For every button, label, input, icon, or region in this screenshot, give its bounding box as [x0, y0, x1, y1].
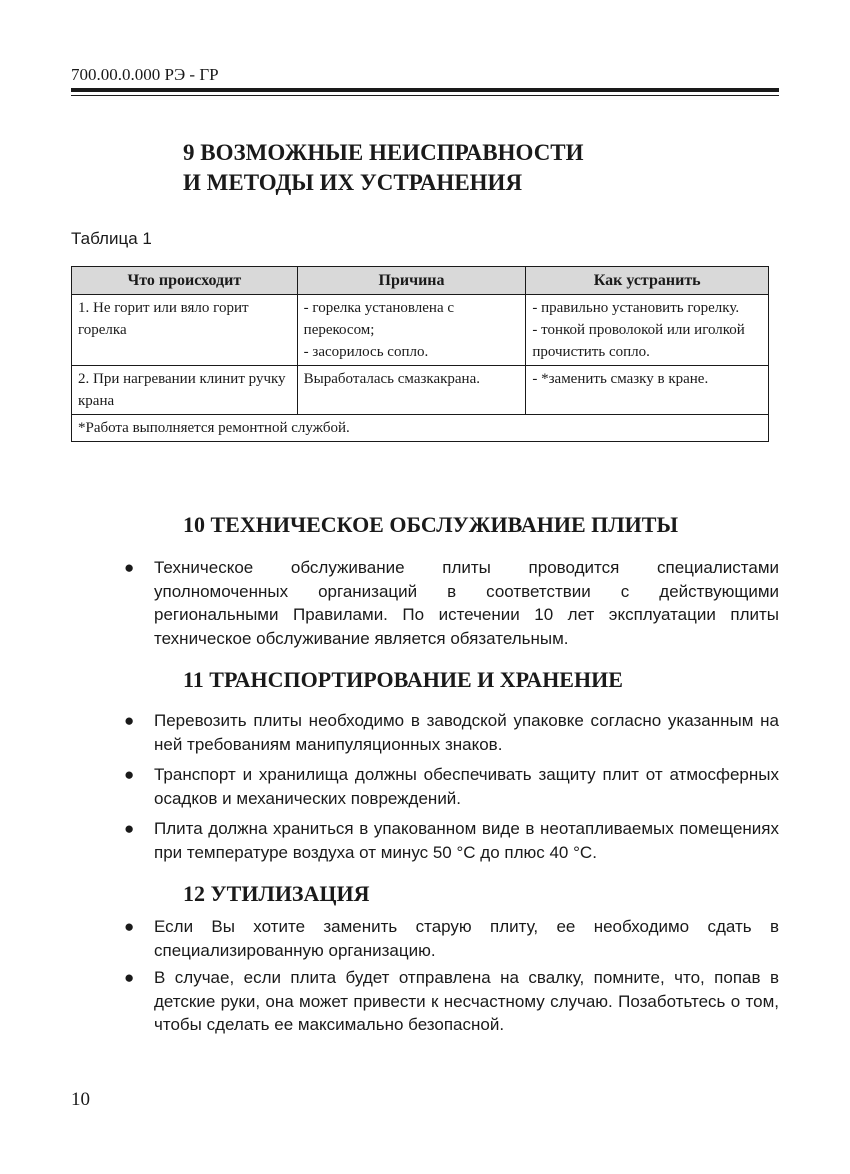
section-9-title-line-2: И МЕТОДЫ ИХ УСТРАНЕНИЯ: [183, 170, 523, 195]
list-item-text: Плита должна храниться в упакованном виде в неотапливаемых помещениях при температуре воздуха от минус 50 °С до плюс 40 °С.: [154, 819, 779, 862]
fix-line: - *заменить смазку в кране.: [532, 371, 709, 387]
section-9-title-line-1: 9 ВОЗМОЖНЫЕ НЕИСПРАВНОСТИ: [183, 140, 584, 165]
cell-what: 2. При нагревании клинит ручку крана: [72, 366, 298, 415]
list-item: [124, 915, 779, 962]
section-9-title: [183, 138, 584, 198]
list-item: [124, 556, 779, 650]
cause-line: - горелка установлена с перекосом;: [303, 300, 455, 338]
cell-fix: [526, 366, 769, 415]
cause-line: Выработалась смазкакрана.: [303, 371, 480, 387]
cell-cause: [297, 366, 526, 415]
bullet-icon: ●: [124, 765, 135, 784]
faults-table: [71, 266, 769, 442]
list-item: [124, 763, 779, 810]
cell-what: 1. Не горит или вяло горит горелка: [72, 295, 298, 366]
cause-line: - засорилось сопло.: [303, 344, 429, 360]
bullet-icon: ●: [124, 917, 135, 936]
list-item-text: Перевозить плиты необходимо в заводской упаковке согласно указанным на ней требованиям манипуляционных знаков.: [154, 711, 779, 754]
list-item-text: Если Вы хотите заменить старую плиту, ее необходимо сдать в специализированную организацию.: [154, 917, 779, 960]
fix-line: - правильно установить горелку.: [532, 300, 740, 316]
header-rule-thin: [71, 95, 779, 96]
page-number: 10: [71, 1089, 90, 1110]
header-rule-thick: [71, 88, 779, 92]
header-what-happens: Что происходит: [72, 267, 298, 295]
table-footnote-row: [72, 415, 769, 442]
fix-line: - тонкой проволокой или иголкой прочистить сопло.: [532, 322, 745, 360]
bullet-icon: ●: [124, 819, 135, 838]
list-item: [124, 966, 779, 1037]
table-row: [72, 366, 769, 415]
section-10-title: 10 ТЕХНИЧЕСКОЕ ОБСЛУЖИВАНИЕ ПЛИТЫ: [183, 512, 679, 537]
table-footnote: *Работа выполняется ремонтной службой.: [72, 415, 769, 442]
bullet-icon: ●: [124, 558, 135, 577]
list-item-text: Транспорт и хранилища должны обеспечивать защиту плит от атмосферных осадков и механических повреждений.: [154, 765, 779, 808]
header-cause: Причина: [297, 267, 526, 295]
bullet-icon: ●: [124, 711, 135, 730]
list-item: [124, 709, 779, 756]
list-item-text: В случае, если плита будет отправлена на свалку, помните, что, попав в детские руки, она может привести к несчастному случаю. Позаботьтесь о том, чтобы сделать ее максимально безопасной.: [154, 968, 779, 1034]
section-11-list: [124, 709, 779, 871]
cell-cause: [297, 295, 526, 366]
bullet-icon: ●: [124, 968, 135, 987]
document-code: 700.00.0.000 РЭ - ГР: [71, 65, 219, 84]
table-row: [72, 295, 769, 366]
section-10-list: [124, 556, 779, 650]
list-item: [124, 817, 779, 864]
table-header-row: [72, 267, 769, 295]
section-12-list: [124, 915, 779, 1041]
section-11-title: 11 ТРАНСПОРТИРОВАНИЕ И ХРАНЕНИЕ: [183, 667, 623, 692]
header-fix: Как устранить: [526, 267, 769, 295]
section-12-title: 12 УТИЛИЗАЦИЯ: [183, 881, 370, 906]
list-item-text: Техническое обслуживание плиты проводится специалистами уполномоченных организаций в соответствии с действующими региональными Правилами. По истечении 10 лет эксплуатации плиты техническое обслуживание является обязательным.: [154, 558, 779, 648]
cell-fix: [526, 295, 769, 366]
table-caption: Таблица 1: [71, 229, 152, 248]
